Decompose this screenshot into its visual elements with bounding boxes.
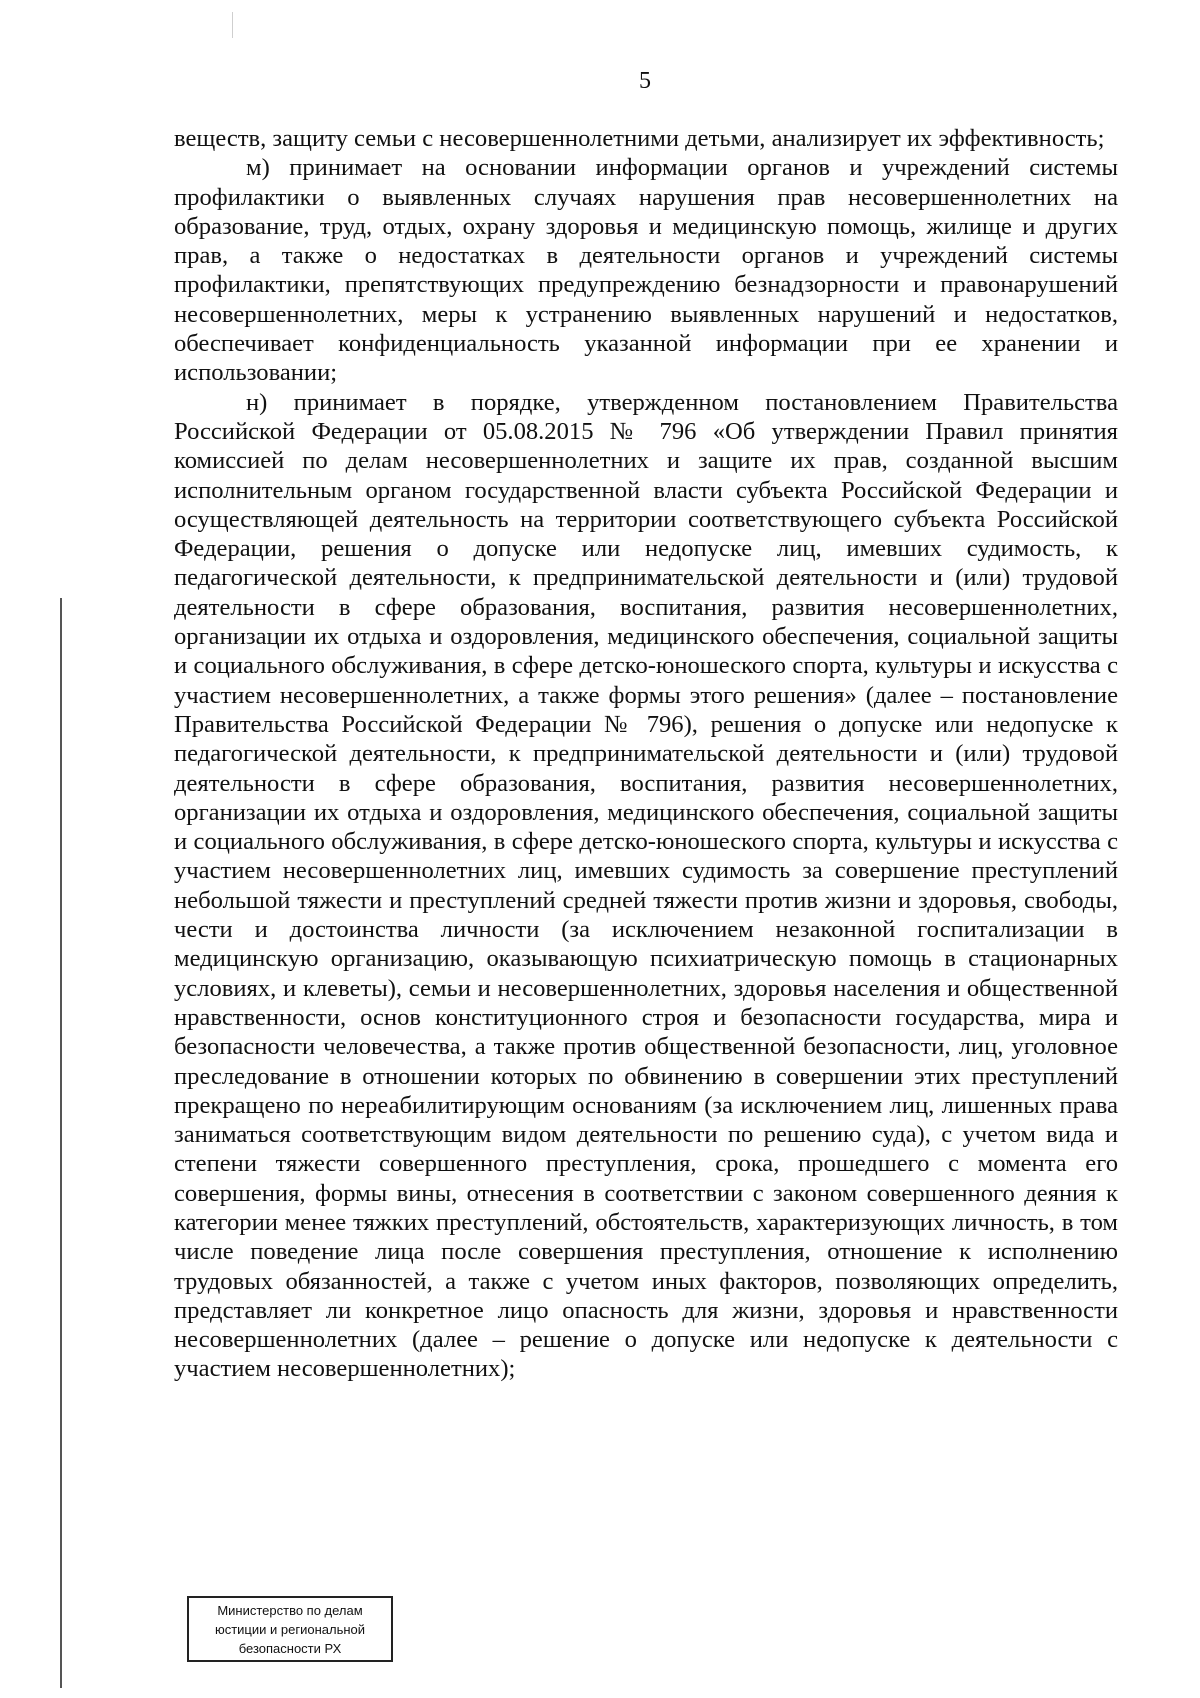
stamp-line-1: Министерство по делам: [217, 1603, 363, 1618]
document-body: [174, 124, 1118, 1384]
paragraph-item-n: н) принимает в порядке, утвержденном постановлением Правительства Российской Федерации от 05.08.2015 № 796 «Об утверждении Правил принятия комиссией по делам несовершеннолетних и защите их прав, созданной высшим исполнительным органом государственной власти субъекта Российской Федерации и осуществляющей деятельность на территории соответствующего субъекта Российской Федерации, решения о допуске или недопуске лиц, имевших судимость, к педагогической деятельности, к предпринимательской деятельности и (или) трудовой деятельности в сфере образования, воспитания, развития несовершеннолетних, организации их отдыха и оздоровления, медицинского обеспечения, социальной защиты и социального обслуживания, в сфере детско-юношеского спорта, культуры и искусства с участием несовершеннолетних, а также формы этого решения» (далее – постановление Правительства Российской Федерации № 796), решения о допуске или недопуске к педагогической деятельности, к предпринимательской деятельности и (или) трудовой деятельности в сфере образования, воспитания, развития несовершеннолетних, организации их отдыха и оздоровления, медицинского обеспечения, социальной защиты и социального обслуживания, в сфере детско-юношеского спорта, культуры и искусства с участием несовершеннолетних лиц, имевших судимость за совершение преступлений небольшой тяжести и преступлений средней тяжести против жизни и здоровья, свободы, чести и достоинства личности (за исключением незаконной госпитализации в медицинскую организацию, оказывающую психиатрическую помощь в стационарных условиях, и клеветы), семьи и несовершеннолетних, здоровья населения и общественной нравственности, основ конституционного строя и безопасности государства, мира и безопасности человечества, а также против общественной безопасности, лиц, уголовное преследование в отношении которых по обвинению в совершении этих преступлений прекращено по нереабилитирующим основаниям (за исключением лиц, лишенных права заниматься соответствующим видом деятельности по решению суда), с учетом вида и степени тяжести совершенного преступления, срока, прошедшего с момента его совершения, формы вины, отнесения в соответствии с законом совершенного деяния к категории менее тяжких преступлений, обстоятельств, характеризующих личность, в том числе поведение лица после совершения преступления, отношение к исполнению трудовых обязанностей, а также с учетом иных факторов, позволяющих определить, представляет ли конкретное лицо опасность для жизни, здоровья и нравственности несовершеннолетних (далее – решение о допуске или недопуске к деятельности с участием несовершеннолетних);: [174, 388, 1118, 1383]
ministry-stamp: [187, 1596, 393, 1662]
paragraph-continuation: веществ, защиту семьи с несовершеннолетними детьми, анализирует их эффективность;: [174, 125, 1105, 152]
scan-edge-mark: [232, 12, 233, 38]
page-number: 5: [639, 68, 651, 94]
binding-margin-line: [60, 598, 62, 1688]
stamp-line-2: юстиции и региональной: [214, 1622, 366, 1637]
stamp-line-3: безопасности РХ: [238, 1641, 342, 1656]
paragraph-item-m: м) принимает на основании информации органов и учреждений системы профилактики о выявленных случаях нарушения прав несовершеннолетних на образование, труд, отдых, охрану здоровья и медицинскую помощь, жилище и других прав, а также о недостатках в деятельности органов и учреждений системы профилактики, препятствующих предупреждению безнадзорности и правонарушений несовершеннолетних, меры к устранению выявленных нарушений и недостатков, обеспечивает конфиденциальность указанной информации при ее хранении и использовании;: [174, 154, 1118, 387]
